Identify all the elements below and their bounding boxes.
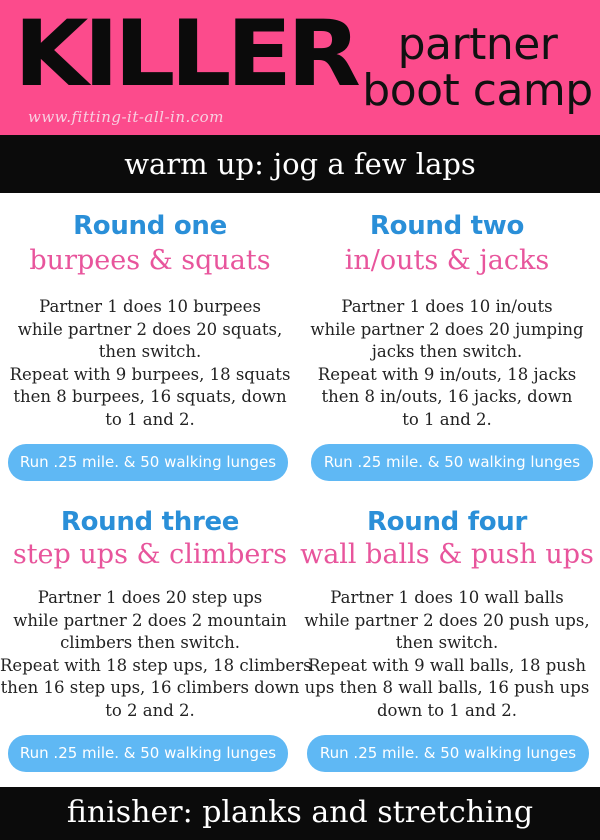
subtitle-line-1: partner bbox=[397, 19, 558, 70]
round-title: Round two bbox=[369, 211, 525, 241]
round-exercises: burpees & squats bbox=[29, 245, 271, 276]
round-instructions bbox=[0, 296, 300, 431]
round-title: Round three bbox=[60, 507, 240, 537]
round-instructions bbox=[297, 296, 597, 431]
warmup-banner: warm up: jog a few laps bbox=[0, 135, 600, 193]
instruction-line: down to 1 and 2. bbox=[376, 700, 518, 720]
instruction-line: Partner 1 does 10 burpees bbox=[39, 297, 261, 316]
instruction-line: to 1 and 2. bbox=[105, 409, 195, 429]
instruction-line: climbers then switch. bbox=[60, 633, 240, 652]
instruction-line: then 8 burpees, 16 squats, down bbox=[13, 387, 287, 406]
website-watermark: www.fitting-it-all-in.com bbox=[28, 108, 224, 126]
instruction-line: Repeat with 9 in/outs, 18 jacks bbox=[317, 364, 577, 384]
instruction-line: Partner 1 does 10 wall balls bbox=[330, 588, 564, 607]
header-banner bbox=[0, 0, 600, 135]
instruction-line: then 8 in/outs, 16 jacks, down bbox=[321, 387, 573, 406]
run-pill: Run .25 mile. & 50 walking lunges bbox=[311, 444, 593, 481]
instruction-line: then switch. bbox=[395, 633, 499, 652]
round-title: Round four bbox=[366, 507, 528, 537]
instruction-line: while partner 2 does 20 squats, bbox=[17, 319, 283, 339]
round-exercises: step ups & climbers bbox=[12, 539, 288, 570]
instruction-line: Repeat with 18 step ups, 18 climbers bbox=[0, 655, 312, 675]
round-exercises: wall balls & push ups bbox=[300, 539, 594, 570]
instruction-line: ups then 8 wall balls, 16 push ups bbox=[304, 678, 590, 697]
run-pill: Run .25 mile. & 50 walking lunges bbox=[8, 735, 288, 772]
subtitle-line-2: boot camp bbox=[362, 65, 593, 116]
instruction-line: Repeat with 9 wall balls, 18 push bbox=[307, 655, 587, 675]
main-title: KILLER bbox=[14, 0, 356, 107]
instruction-line: while partner 2 does 20 jumping bbox=[310, 319, 584, 339]
round-one-section bbox=[0, 193, 300, 493]
run-pill: Run .25 mile. & 50 walking lunges bbox=[8, 444, 288, 481]
instruction-line: Repeat with 9 burpees, 18 squats bbox=[9, 364, 291, 384]
instruction-line: to 1 and 2. bbox=[402, 409, 492, 429]
round-instructions bbox=[0, 587, 312, 722]
instruction-line: to 2 and 2. bbox=[105, 700, 195, 720]
instruction-line: Partner 1 does 20 step ups bbox=[37, 588, 263, 607]
instruction-line: jacks then switch. bbox=[371, 342, 523, 361]
instruction-line: Partner 1 does 10 in/outs bbox=[341, 297, 553, 316]
finisher-banner: finisher: planks and stretching bbox=[0, 787, 600, 840]
round-instructions bbox=[297, 587, 597, 722]
round-two-section bbox=[297, 193, 597, 493]
instruction-line: while partner 2 does 20 push ups, bbox=[304, 610, 590, 630]
instruction-line: then switch. bbox=[98, 342, 202, 361]
instruction-line: then 16 step ups, 16 climbers down bbox=[0, 678, 300, 697]
round-title: Round one bbox=[73, 211, 227, 241]
subtitle bbox=[355, 19, 600, 116]
instruction-line: while partner 2 does 2 mountain bbox=[13, 610, 287, 630]
round-four-section bbox=[297, 495, 597, 785]
run-pill: Run .25 mile. & 50 walking lunges bbox=[307, 735, 589, 772]
round-three-section bbox=[0, 495, 312, 785]
round-exercises: in/outs & jacks bbox=[344, 245, 550, 276]
